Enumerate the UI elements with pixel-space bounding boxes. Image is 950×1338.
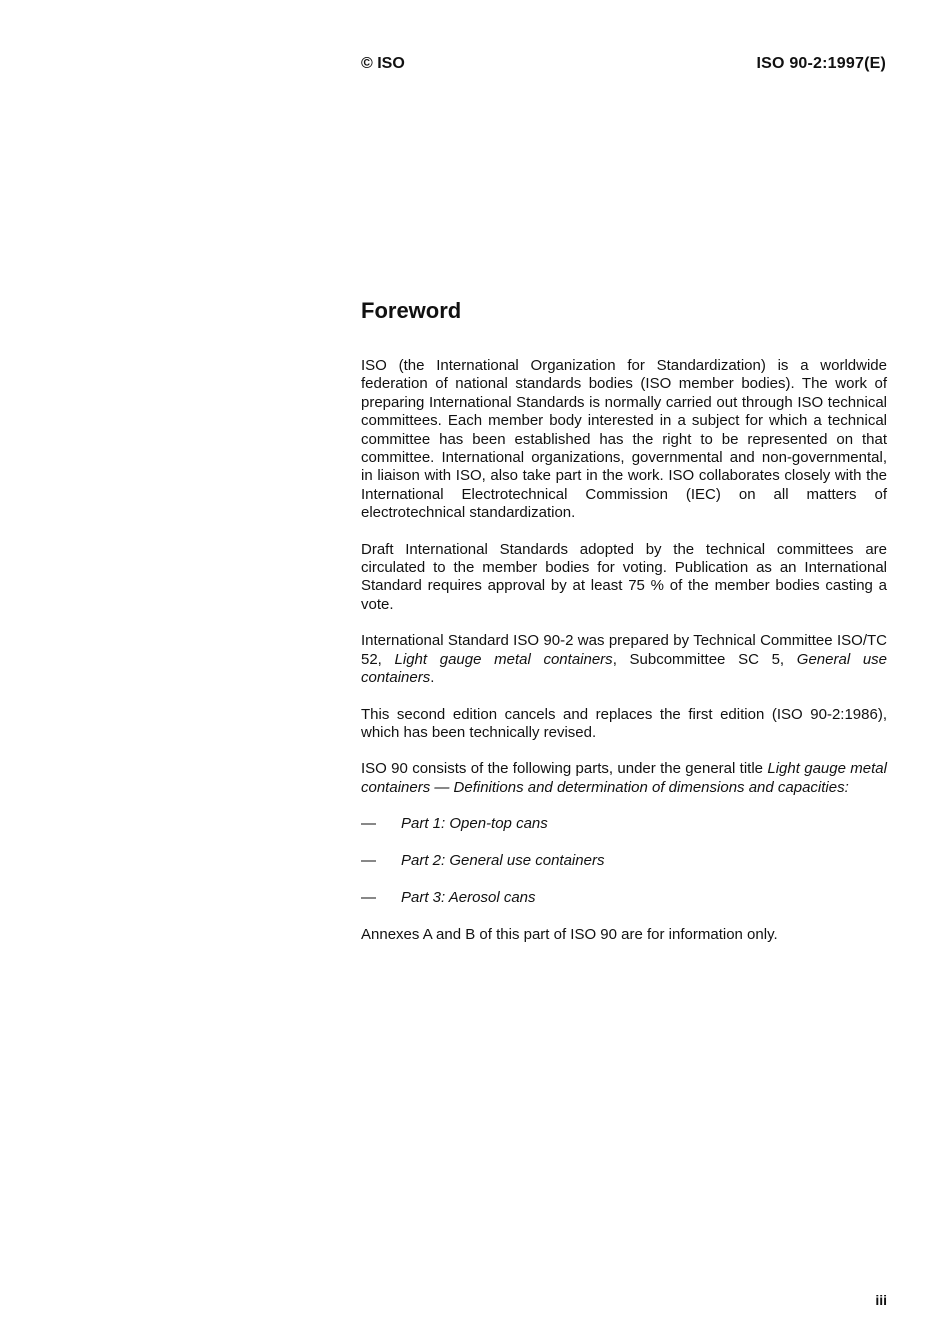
part-title: Part 3: Aerosol cans (401, 888, 536, 906)
preparation-text-a: International Standard ISO 90-2 was prepared by Technical Committee ISO/TC 52, (361, 632, 887, 668)
preparation-text-e: . (430, 669, 435, 687)
part-title: Part 2: General use containers (401, 852, 605, 870)
parts-list (361, 815, 887, 907)
list-dash: — (361, 815, 376, 833)
preparation-text-c: , Subcommittee SC 5, (612, 650, 797, 668)
list-dash: — (361, 888, 376, 906)
committee-title: Light gauge metal containers (394, 650, 613, 668)
parts-intro-text: ISO 90 consists of the following parts, under the general title (361, 760, 768, 778)
part-title: Part 1: Open-top cans (401, 815, 548, 833)
subcommittee-title: General use containers (361, 650, 888, 687)
paragraph-draft-standards: Draft International Standards adopted by the technical committees are circulated to the member bodies for voting. Publication as an International Standard requires approval by at least 75 % of the member bodies casting a vote. (361, 540, 887, 613)
paragraph-iso-intro: ISO (the International Organization for Standardization) is a worldwide federation of national standards bodies (ISO member bodies). The work of preparing International Standards is normally carried out through ISO technical committees. Each member body interested in a subject for which a technical committee has been established has the right to be represented on that committee. International organizations, governmental and non-governmental, in liaison with ISO, also take part in the work. ISO collaborates closely with the International Electrotechnical Commission (IEC) on all matters of electrotechnical standardization. (361, 357, 887, 522)
copyright-header: © ISO (361, 55, 405, 72)
paragraph-parts-intro (361, 760, 887, 797)
paragraph-annexes: Annexes A and B of this part of ISO 90 are for information only. (361, 925, 778, 943)
general-title: Light gauge metal containers — Definitions and determination of dimensions and capacities: (361, 760, 887, 796)
page-number: iii (875, 1292, 887, 1308)
list-item (361, 889, 887, 907)
paragraph-edition: This second edition cancels and replaces the first edition (ISO 90-2:1986), which has been technically revised. (361, 705, 887, 741)
document-id-header: ISO 90-2:1997(E) (756, 55, 886, 72)
list-item (361, 815, 887, 833)
paragraph-preparation (361, 632, 887, 687)
list-dash: — (361, 852, 376, 870)
section-title: Foreword (361, 298, 462, 323)
list-item (361, 852, 887, 870)
foreword-section (361, 296, 887, 962)
